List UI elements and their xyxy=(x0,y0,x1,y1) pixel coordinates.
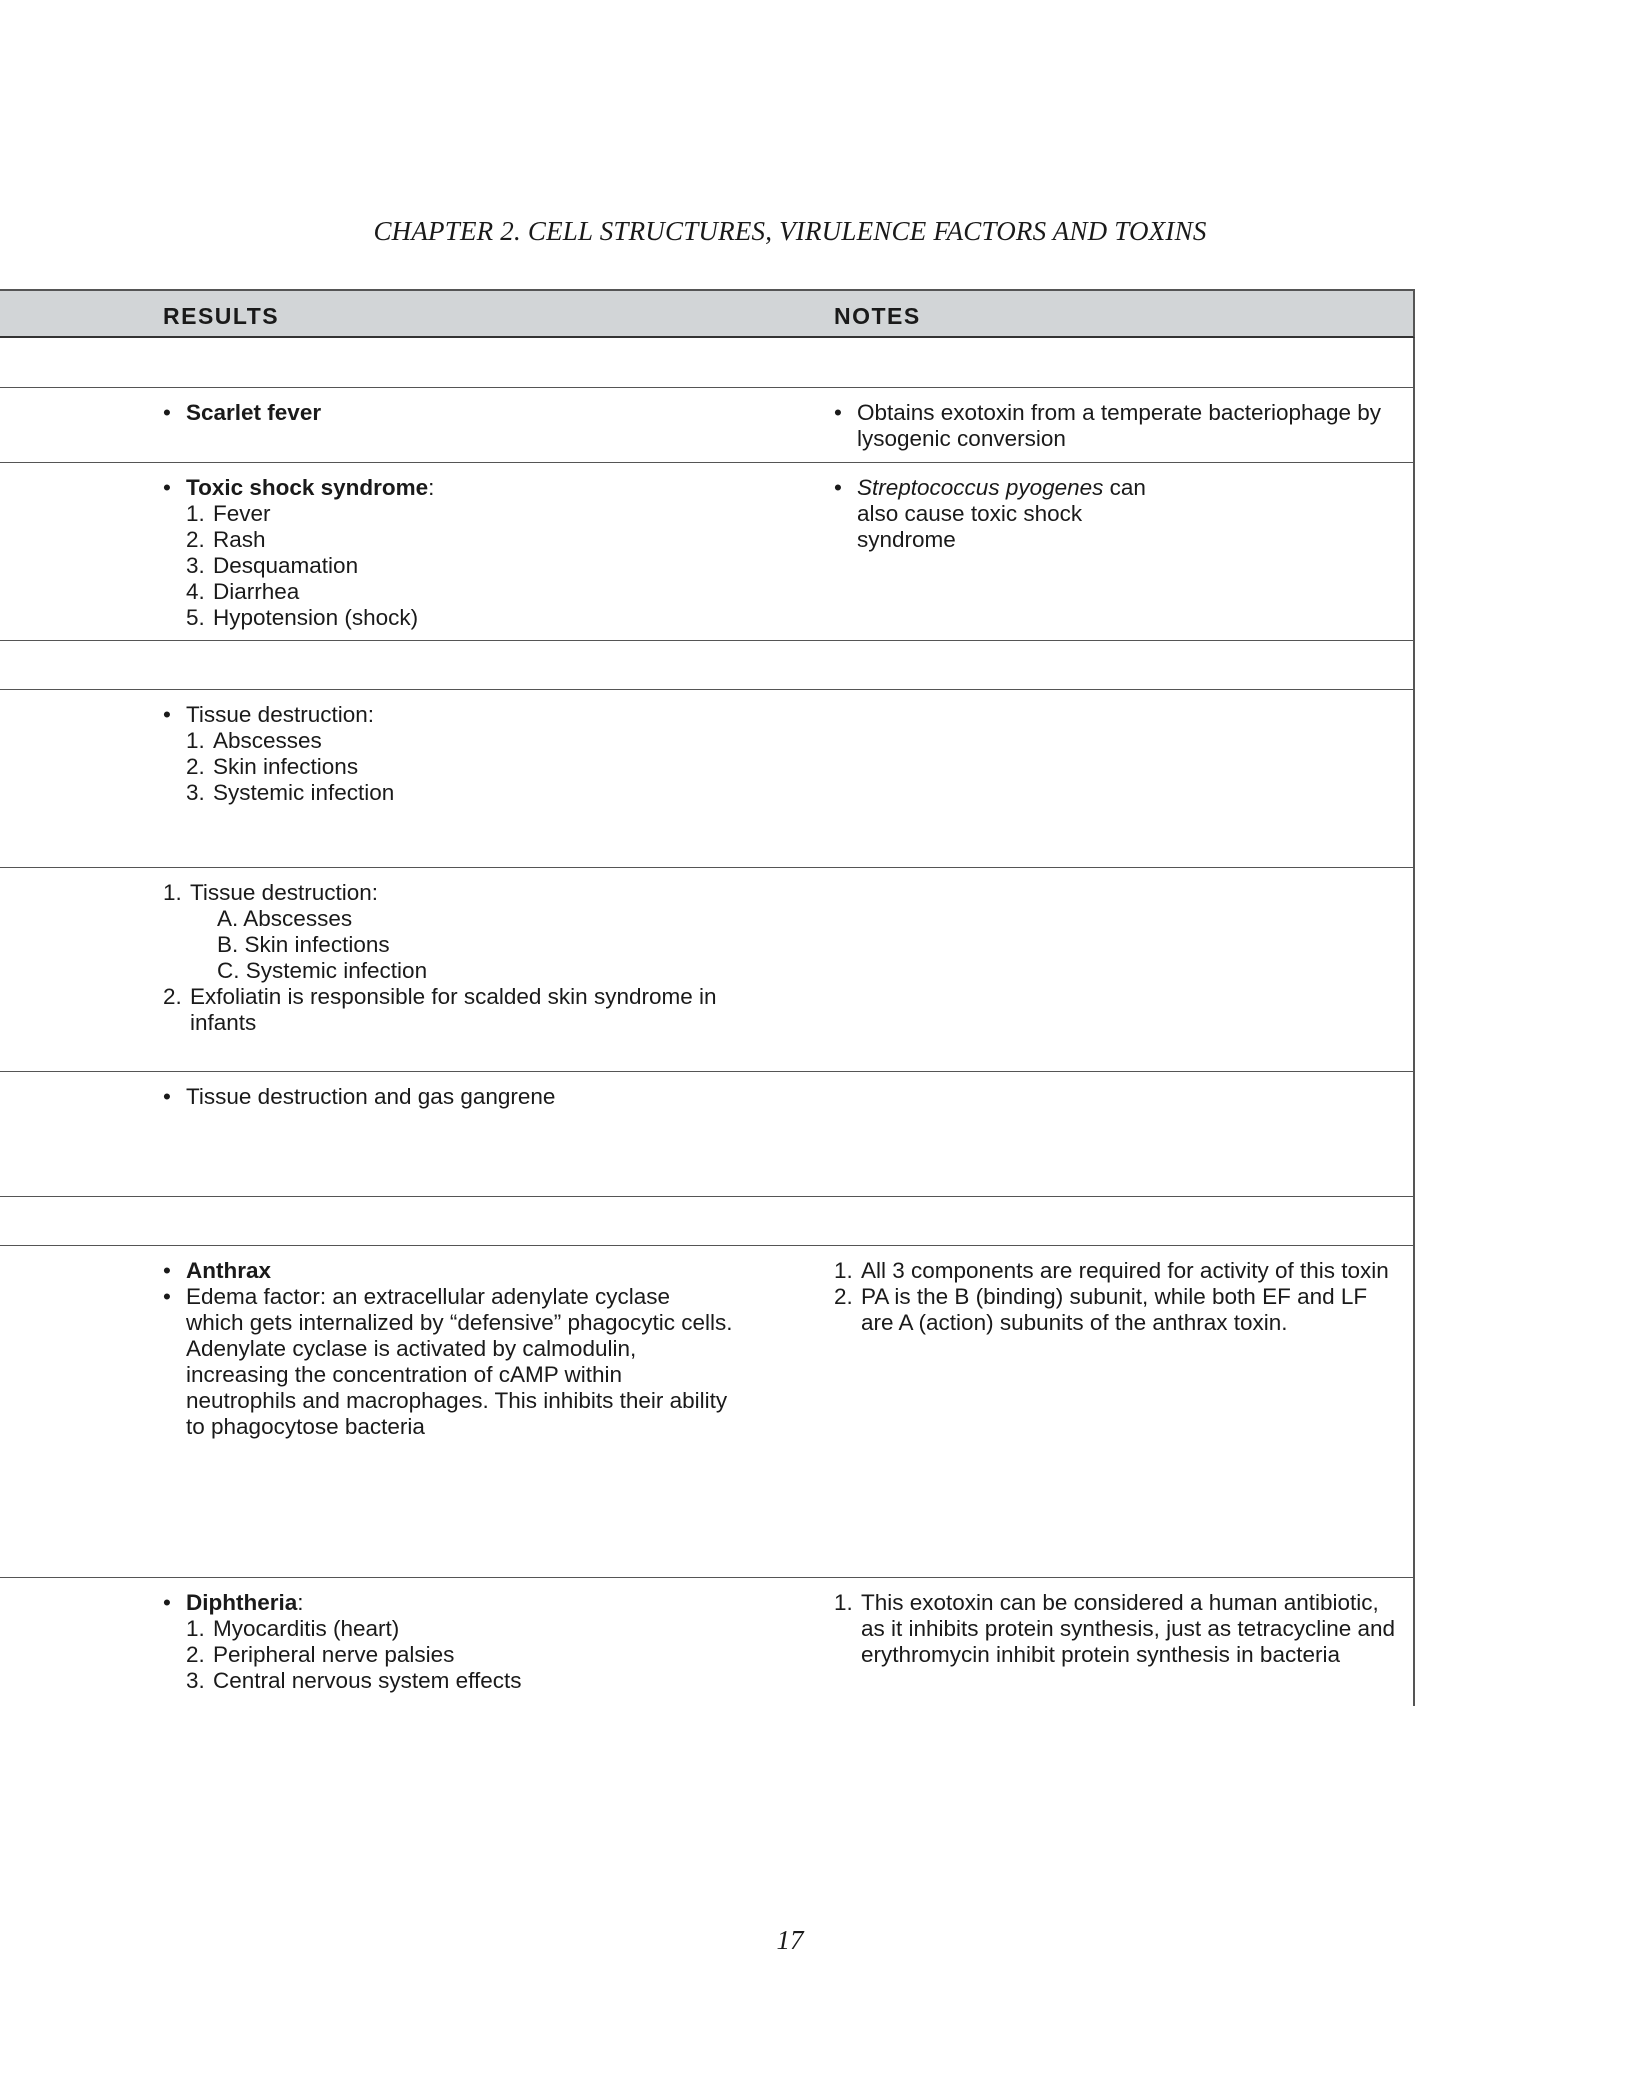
results-cell: • Tissue destruction: 1. Abscesses 2. Skin infections 3. Systemic infection xyxy=(163,702,733,806)
table-row-gas-gangrene xyxy=(0,1072,1415,1197)
notes-header: NOTES xyxy=(834,303,921,329)
diphtheria-label: Diphtheria xyxy=(186,1590,298,1615)
list-item: 2. PA is the B (binding) subunit, while both EF and LF are A (action) subunits of the anthrax toxin. xyxy=(834,1284,1368,1335)
list-item: A. Abscesses xyxy=(217,906,353,931)
table-row-scarlet-fever xyxy=(0,388,1415,463)
results-cell xyxy=(163,1258,733,1440)
table-row-tissue-destruction xyxy=(0,690,1415,868)
list-item: 4. Diarrhea xyxy=(186,579,300,604)
notes-cell xyxy=(834,475,1164,553)
scarlet-fever-note: • Obtains exotoxin from a temperate bacteriophage by lysogenic conversion xyxy=(834,400,1404,452)
toxic-shock-label: Toxic shock syndrome xyxy=(186,475,429,500)
list-item: 5. Hypotension (shock) xyxy=(186,605,419,630)
list-item: 3. Desquamation xyxy=(186,553,359,578)
list-item: 2. Rash xyxy=(186,527,266,552)
notes-cell xyxy=(834,1590,1404,1668)
table-row-exfoliatin xyxy=(0,868,1415,1072)
list-item: B. Skin infections xyxy=(217,932,390,957)
scarlet-fever-label: Scarlet fever xyxy=(186,400,322,425)
list-item: 1. This exotoxin can be considered a human antibiotic, as it inhibits protein synthesis, just as tetracycline and erythromycin inhibit protein synthesis in bacteria xyxy=(834,1590,1396,1667)
empty-row xyxy=(0,338,1415,388)
table-row-diphtheria xyxy=(0,1578,1415,1706)
notes-cell xyxy=(834,400,1404,452)
toxic-shock-note: • Streptococcus pyogenes can also cause toxic shock syndrome xyxy=(834,475,1164,553)
list-item: 1. Tissue destruction: A. Abscesses B. Skin infections C. Systemic infection xyxy=(163,880,733,984)
results-cell: • Diphtheria: 1. Myocarditis (heart) 2. Peripheral nerve palsies 3. Central nervous system effects xyxy=(163,1590,733,1694)
results-cell: • Tissue destruction and gas gangrene xyxy=(163,1084,733,1110)
table-row-anthrax xyxy=(0,1246,1415,1578)
list-item: 1. Myocarditis (heart) xyxy=(186,1616,400,1641)
table-row-toxic-shock xyxy=(0,463,1415,641)
chapter-title: CHAPTER 2. CELL STRUCTURES, VIRULENCE FACTORS AND TOXINS xyxy=(373,216,1207,246)
empty-row xyxy=(0,1197,1415,1246)
list-item: 3. Systemic infection xyxy=(186,780,395,805)
list-item: 1. All 3 components are required for activity of this toxin xyxy=(834,1258,1389,1283)
list-item: 2. Skin infections xyxy=(186,754,359,779)
list-item: 2. Exfoliatin is responsible for scalded skin syndrome in infants xyxy=(163,984,717,1035)
table-header xyxy=(0,289,1415,338)
list-item: C. Systemic infection xyxy=(217,958,428,983)
list-item: 2. Peripheral nerve palsies xyxy=(186,1642,455,1667)
edema-factor-text: • Edema factor: an extracellular adenylate cyclase which gets internalized by “defensive” phagocytic cells. Adenylate cyclase is activated by calmodulin, increasing the concentration of cAMP within neutrophils and macrophages. This inhibits their ability to phagocytose bacteria xyxy=(163,1284,733,1440)
results-cell xyxy=(163,400,733,426)
results-header: RESULTS xyxy=(163,303,280,329)
notes-cell xyxy=(834,1258,1404,1336)
anthrax-label: Anthrax xyxy=(186,1258,272,1283)
list-item: 1. Fever xyxy=(186,501,271,526)
empty-row xyxy=(0,641,1415,690)
list-item: 1. Abscesses xyxy=(186,728,322,753)
page-number: 17 xyxy=(776,1925,804,1955)
results-cell: • Toxic shock syndrome: 1. Fever 2. Rash 3. Desquamation 4. Diarrhea 5. Hypotension (shock) xyxy=(163,475,733,631)
results-cell xyxy=(163,880,733,1036)
list-item: 3. Central nervous system effects xyxy=(186,1668,522,1693)
